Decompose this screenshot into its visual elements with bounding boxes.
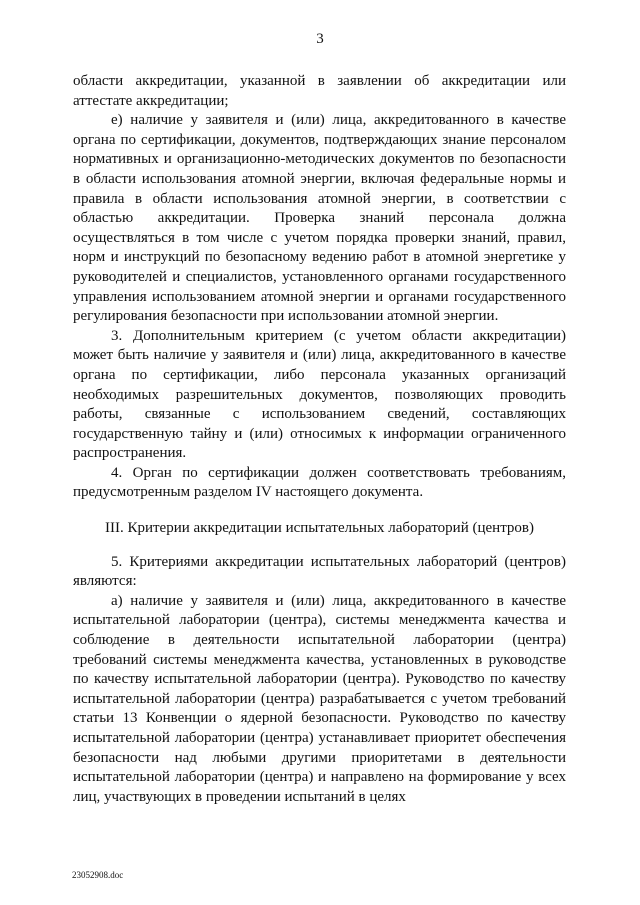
page-number: 3	[316, 31, 324, 47]
paragraph: 3. Дополнительным критерием (с учетом области аккредитации) может быть наличие у заявителя и (или) лица, аккредитованного в качестве органа по сертификации, либо персонала указанных организаций необходимых разрешительных документов, позволяющих проводить работы, связанные с использованием сведений, составляющих государственную тайну и (или) относимых к информации ограниченного распространения.	[73, 327, 566, 462]
paragraph: а) наличие у заявителя и (или) лица, аккредитованного в качестве испытательной лаборатории (центра), системы менеджмента качества и соблюдение в деятельности испытательной лаборатории (центра) требований системы менеджмента качества, установленных в руководстве по качеству испытательной лаборатории (центра). Руководство по качеству испытательной лаборатории (центра) разрабатывается с учетом требований статьи 13 Конвенции о ядерной безопасности. Руководство по качеству испытательной лаборатории (центра) устанавливает приоритет обеспечения безопасности над любыми другими приоритетами в деятельности испытательной лаборатории (центра) и направлено на формирование у всех лиц, участвующих в проведении испытаний в целях	[73, 592, 566, 805]
paragraph: области аккредитации, указанной в заявлении об аккредитации или аттестате аккредитации;	[73, 73, 566, 109]
paragraph: 5. Критериями аккредитации испытательных лабораторий (центров) являются:	[73, 553, 566, 590]
document-body	[73, 72, 566, 807]
paragraph: 4. Орган по сертификации должен соответствовать требованиям, предусмотренным разделом IV настоящего документа.	[73, 464, 566, 501]
paragraph: е) наличие у заявителя и (или) лица, аккредитованного в качестве органа по сертификации, документов, подтверждающих знание персоналом нормативных и организационно-методических документов по безопасности в области использования атомной энергии, включая федеральные нормы и правила в области использования атомной энергии, в соответствии с областью аккредитации. Проверка знаний персонала должна осуществляться в том числе с учетом порядка проверки знаний, правил, норм и инструкций по безопасному ведению работ в атомной энергетике у руководителей и специалистов, установленного органами государственного управления использованием атомной энергии и органами государственного регулирования безопасности при использовании атомной энергии.	[73, 112, 566, 325]
section-heading: III. Критерии аккредитации испытательных лабораторий (центров)	[104, 520, 535, 537]
footer-file-code: 23052908.doc	[72, 870, 124, 880]
